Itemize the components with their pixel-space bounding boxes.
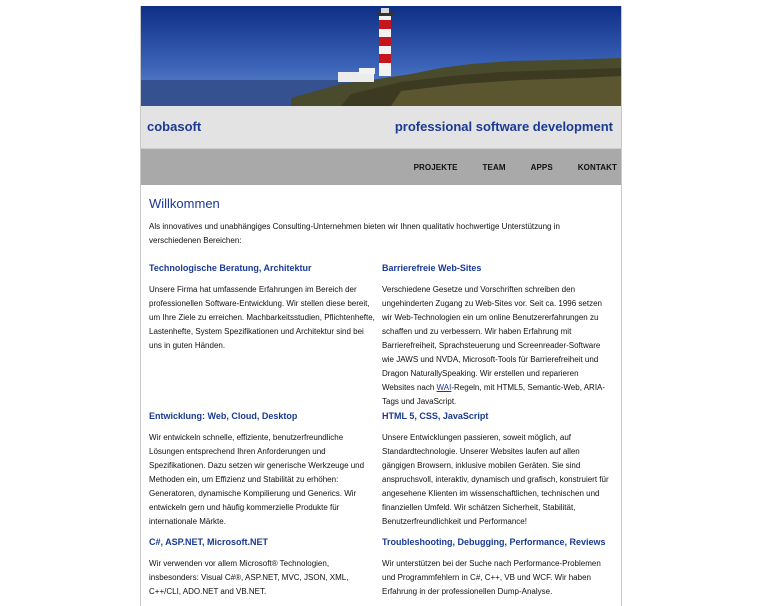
title-bar [141, 106, 621, 149]
page-container [140, 6, 622, 606]
wai-link[interactable]: WAI [436, 383, 452, 392]
service-section-html5 [382, 410, 610, 529]
section-text [382, 283, 610, 409]
header-photo-lighthouse [141, 6, 621, 106]
site-brand[interactable]: cobasoft [147, 119, 202, 134]
main-nav [141, 149, 621, 185]
section-heading: C#, ASP.NET, Microsoft.NET [149, 537, 269, 547]
section-text: Wir entwickeln schnelle, effiziente, benutzerfreundliche Lösungen entsprechend Ihren Anforderungen und Spezifikationen. Dazu setzen wir generische Werkzeuge und Methoden ein, um Effizienz und Stabilität zu erhöhen: Generatoren, dynamische Kompilierung und Generics. Wir entwickeln gern und häufig kommerzielle Produkte für internationale Märkte. [149, 433, 365, 526]
nav-link-team[interactable]: TEAM [482, 162, 506, 172]
main-content [149, 196, 613, 596]
section-text: Wir unterstützen bei der Suche nach Performance-Problemen und Programmfehlern in C#, C++, VB und WCF. Wir haben Erfahrung in der professionellen Dump-Analyse. [382, 559, 601, 596]
section-heading: Barrierefreie Web-Sites [382, 263, 482, 273]
intro-text: Als innovatives und unabhängiges Consulting-Unternehmen bieten wir Ihnen qualitativ hochwertige Unterstützung in verschiedenen Bereichen: [149, 222, 560, 245]
section-text-part: -Regeln, mit HTML5, Semantic-Web, ARIA-Tags und JavaScript. [382, 383, 606, 406]
section-heading: Entwicklung: Web, Cloud, Desktop [149, 411, 298, 421]
service-section-dotnet [149, 536, 377, 599]
section-text-part: Verschiedene Gesetze und Vorschriften schreiben den ungehinderten Zugang zu Web-Sites vor. Seit ca. 1996 setzen wir Web-Technologien ein um online Benutzererfahrungen zu schaffen und zu verbessern. Wir haben Erfahrung mit Barrierefreiheit, Sprachsteuerung und Screenreader-Software wie JAWS und NVDA, Microsoft-Tools für Barrierefreiheit und Dragon NaturallySpeaking. Wir erstellen und reparieren Websites nach [382, 285, 602, 392]
section-text: Wir verwenden vor allem Microsoft® Technologien, insbesonders: Visual C#®, ASP.NET, MVC, JSON, XML, C++/CLI, ADO.NET and VB.NET. [149, 559, 349, 596]
section-heading: Troubleshooting, Debugging, Performance, Reviews [382, 537, 606, 547]
section-text: Unsere Entwicklungen passieren, soweit möglich, auf Standardtechnologie. Unserer Websites laufen auf allen gängigen Browsern, inklusive mobilen Geräten. Sie sind anspruchsvoll, interaktiv, dynamisch und grafisch, konstruiert für angesehene Klienten im wissenschaftlichen, technischen und finanziellen Umfeld. Wir schätzen Sicherheit, Stabilität, Benutzerfreundlichkeit und Performance! [382, 433, 609, 526]
section-heading: Technologische Beratung, Architektur [149, 263, 312, 273]
service-section-barrierefrei [382, 262, 610, 409]
nav-link-kontakt[interactable]: KONTAKT [577, 162, 617, 172]
nav-link-projekte[interactable]: PROJEKTE [413, 162, 458, 172]
service-section-beratung [149, 262, 377, 353]
nav-link-apps[interactable]: APPS [530, 162, 553, 172]
service-section-entwicklung [149, 410, 377, 529]
page-title: Willkommen [149, 196, 220, 211]
section-text: Unsere Firma hat umfassende Erfahrungen im Bereich der professionellen Software-Entwicklung. Wir stellen diese bereit, um Ihre Ziele zu erreichen. Machbarkeitsstudien, Pflichtenhefte, Lastenhefte, System Spezifikationen und Architektur sind bei uns in guten Händen. [149, 285, 375, 350]
site-tagline: professional software development [394, 119, 613, 134]
service-section-troubleshooting [382, 536, 610, 599]
section-heading: HTML 5, CSS, JavaScript [382, 411, 489, 421]
